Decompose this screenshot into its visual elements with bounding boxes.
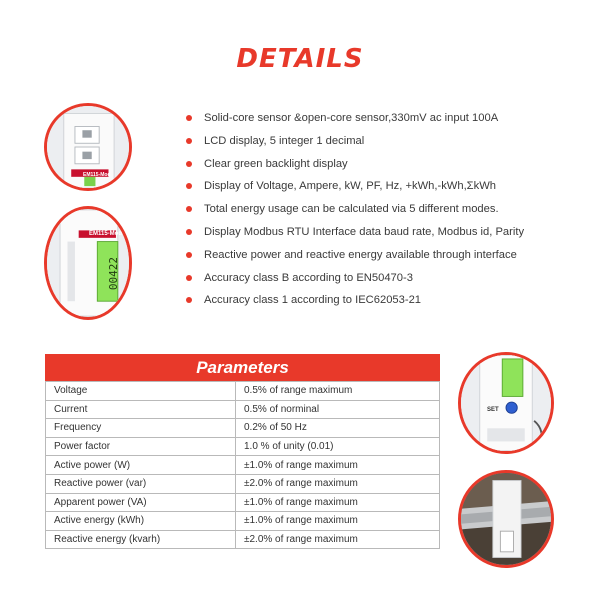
table-row — [46, 512, 440, 531]
param-name: Voltage — [46, 382, 236, 401]
param-name: Frequency — [46, 419, 236, 438]
meter-set-button-photo — [458, 352, 554, 454]
param-name: Active power (W) — [46, 456, 236, 475]
param-name: Reactive energy (kvarh) — [46, 530, 236, 549]
feature-item — [186, 245, 586, 268]
din-rail-illustration — [461, 473, 551, 565]
feature-item — [186, 199, 586, 222]
feature-list — [186, 108, 586, 313]
bullet-icon — [186, 297, 192, 303]
feature-item — [186, 290, 586, 313]
table-row — [46, 437, 440, 456]
feature-text: Solid-core sensor &open-core sensor,330mV ac input 100A — [204, 112, 499, 124]
parameters-grid — [45, 381, 440, 549]
param-value: 0.2% of 50 Hz — [236, 419, 440, 438]
param-value: ±1.0% of range maximum — [236, 456, 440, 475]
feature-text: LCD display, 5 integer 1 decimal — [204, 134, 365, 147]
feature-text: Total energy usage can be calculated via 5 different modes. — [204, 203, 499, 216]
model-label: EM115-Mod — [83, 172, 111, 178]
meter-terminal-photo — [44, 103, 132, 191]
param-name: Reactive power (var) — [46, 474, 236, 493]
bullet-icon — [186, 229, 192, 235]
bullet-icon — [186, 161, 192, 167]
table-row — [46, 493, 440, 512]
table-row — [46, 419, 440, 438]
param-value: ±1.0% of range maximum — [236, 512, 440, 531]
feature-item — [186, 222, 586, 245]
page-title: DETAILS — [236, 44, 364, 74]
feature-text: Accuracy class 1 according to IEC62053-21 — [204, 294, 422, 307]
feature-item — [186, 268, 586, 291]
param-value: ±2.0% of range maximum — [236, 474, 440, 493]
param-value: 1.0 % of unity (0.01) — [236, 437, 440, 456]
model-label: EM115-Mod — [89, 231, 123, 237]
set-label: SET — [487, 407, 499, 413]
bullet-icon — [186, 115, 192, 121]
feature-text: Accuracy class B according to EN50470-3 — [204, 271, 413, 284]
bullet-icon — [186, 183, 192, 189]
din-rail-photo — [458, 470, 554, 568]
meter-lcd-photo — [44, 206, 132, 320]
feature-text: Clear green backlight display — [204, 157, 348, 170]
table-row — [46, 530, 440, 549]
table-row — [46, 382, 440, 401]
lcd-reading: 00422 — [107, 256, 121, 291]
param-name: Active energy (kWh) — [46, 512, 236, 531]
feature-item — [186, 176, 586, 199]
feature-text: Display of Voltage, Ampere, kW, PF, Hz, +kWh,-kWh,ΣkWh — [204, 180, 496, 193]
feature-text: Display Modbus RTU Interface data baud rate, Modbus id, Parity — [204, 225, 525, 238]
param-name: Power factor — [46, 437, 236, 456]
parameters-title: Parameters — [45, 354, 440, 381]
table-row — [46, 456, 440, 475]
param-value: 0.5% of norminal — [236, 400, 440, 419]
bullet-icon — [186, 252, 192, 258]
feature-item — [186, 131, 586, 154]
feature-item — [186, 108, 586, 131]
table-row — [46, 400, 440, 419]
parameters-table — [45, 354, 440, 549]
bullet-icon — [186, 275, 192, 281]
meter-set-illustration — [461, 355, 551, 451]
param-value: ±1.0% of range maximum — [236, 493, 440, 512]
param-value: ±2.0% of range maximum — [236, 530, 440, 549]
param-name: Apparent power (VA) — [46, 493, 236, 512]
bullet-icon — [186, 206, 192, 212]
param-name: Current — [46, 400, 236, 419]
feature-text: Reactive power and reactive energy available through interface — [204, 248, 517, 261]
feature-item — [186, 154, 586, 177]
param-value: 0.5% of range maximum — [236, 382, 440, 401]
bullet-icon — [186, 138, 192, 144]
table-row — [46, 474, 440, 493]
